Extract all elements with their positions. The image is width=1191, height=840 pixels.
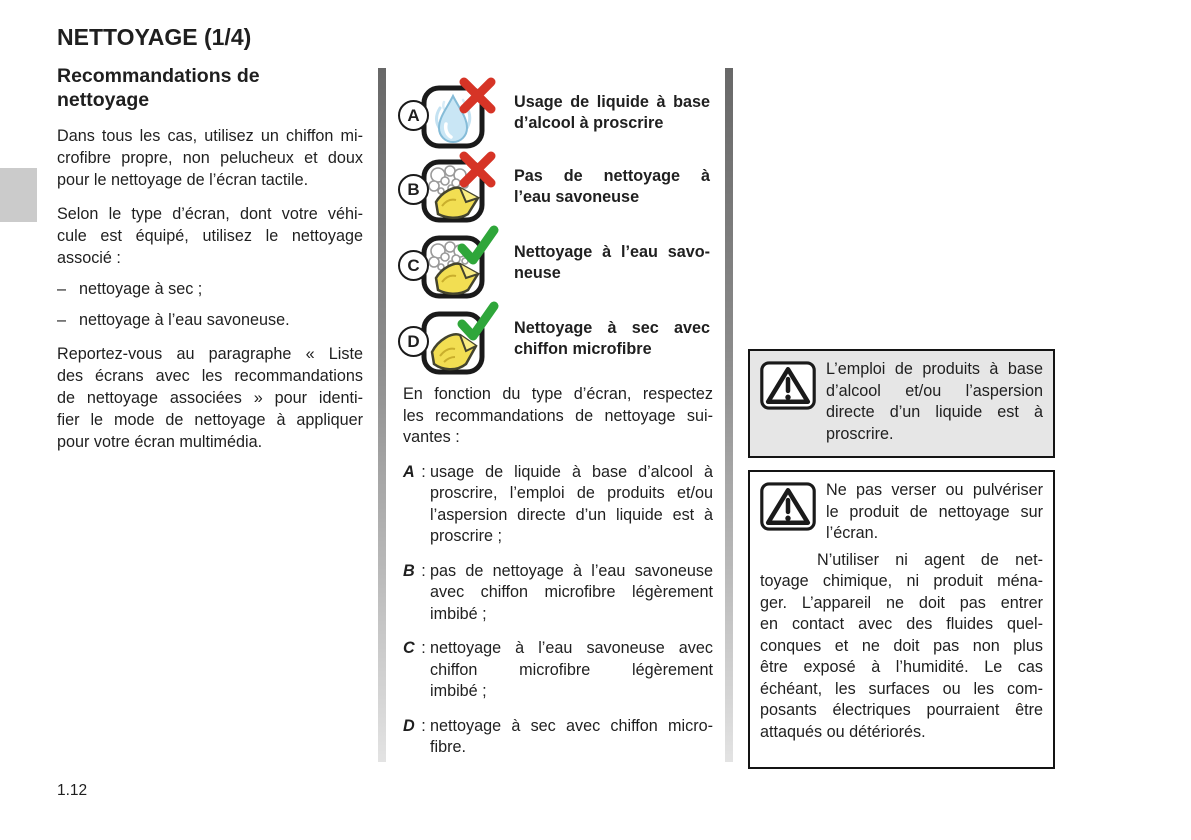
pictogram-label: Pas de nettoyage à l’eau savoneuse (514, 167, 710, 206)
warning-text: Ne pas verser ou pulvériser le produit de nettoyage sur l’écran. (826, 481, 1043, 542)
instructions-intro: En fonction du type d’écran, respectez les recommandations de nettoyage sui- vantes : (403, 385, 713, 446)
warning-text: L’emploi de produits à base d’alcool et/ou l’aspersion directe d’un liquide est à proscrire. (826, 360, 1043, 443)
cross-icon (454, 72, 500, 118)
pictogram-row-b (398, 148, 712, 226)
section-heading: Recommandations de nettoyage (57, 65, 260, 111)
pictogram-label: Nettoyage à l’eau savo- neuse (514, 243, 710, 282)
warning-box-spray (748, 470, 1055, 769)
check-icon (454, 222, 500, 268)
bullet-dash: – (57, 311, 67, 329)
column-divider-bar (378, 68, 386, 762)
item-text: nettoyage à sec avec chiffon micro- fibre. (430, 716, 713, 756)
list-item (57, 278, 363, 300)
bullet-dash: – (57, 280, 67, 298)
warning-triangle-icon (760, 482, 816, 531)
check-icon (454, 298, 500, 344)
item-text: nettoyage à l’eau savoneuse avec chiffon microfibre légèrement imbibé ; (430, 639, 713, 700)
item-text: pas de nettoyage à l’eau savoneuse avec chiffon microfibre légèrement imbibé ; (430, 561, 713, 623)
bullet-text: nettoyage à sec ; (79, 280, 203, 298)
instruction-item-d (403, 716, 713, 759)
item-letter: C (403, 639, 415, 657)
left-column (57, 64, 363, 453)
warning-text-continued: N’utiliser ni agent de net- toyage chimique, ni produit ména- ger. L’appareil ne doit pas entrer en contact avec des fluides quel- conques et ne doit pas non plus être exposé à l’humidité. Le cas échéant, les surfaces ou les com- posants électriques pourraient être attaqués ou détériorés. (760, 550, 1043, 741)
letter-badge-d: D (398, 326, 429, 357)
paragraph: Selon le type d’écran, dont votre véhi- cule est équipé, utilisez le nettoyage associé : (57, 205, 363, 267)
instruction-item-c (403, 638, 713, 703)
item-colon: : (421, 639, 426, 657)
chapter-tab-marker (0, 168, 37, 222)
instruction-item-b (403, 561, 713, 626)
pictogram-row-c (398, 224, 712, 302)
warning-triangle-icon (760, 361, 816, 410)
paragraph: Reportez-vous au paragraphe « Liste des écrans avec les recommandations de nettoyage associées » pour identi- fier le mode de nettoyage à appliquer pour votre écran multimédia. (57, 345, 363, 451)
letter-badge-a: A (398, 100, 429, 131)
bullet-text: nettoyage à l’eau savoneuse. (79, 311, 290, 329)
list-item (57, 309, 363, 331)
item-colon: : (421, 716, 426, 735)
warning-box-alcohol (748, 349, 1055, 458)
cross-icon (454, 146, 500, 192)
page-number: 1.12 (57, 782, 88, 799)
item-colon: : (421, 462, 426, 481)
column-divider-bar (725, 68, 733, 762)
instruction-item-a (403, 462, 713, 548)
item-letter: D (403, 716, 415, 735)
instructions-block (403, 384, 713, 759)
item-text: usage de liquide à base d’alcool à proscrire, l’emploi de produits et/ou l’aspersion directe d’un liquide est à proscrire ; (430, 462, 713, 545)
paragraph: Dans tous les cas, utilisez un chiffon mi- crofibre propre, non pelucheux et doux pour le nettoyage de l’écran tactile. (57, 127, 363, 189)
letter-badge-c: C (398, 250, 429, 281)
item-colon: : (421, 561, 426, 580)
pictogram-label: Usage de liquide à base d’alcool à proscrire (514, 93, 710, 132)
page-title: NETTOYAGE (1/4) (57, 24, 252, 50)
item-letter: A (403, 462, 415, 481)
pictogram-row-d (398, 300, 712, 378)
pictogram-label: Nettoyage à sec avec chiffon microfibre (514, 319, 710, 358)
letter-badge-b: B (398, 174, 429, 205)
pictogram-row-a (398, 74, 712, 152)
item-letter: B (403, 561, 415, 580)
